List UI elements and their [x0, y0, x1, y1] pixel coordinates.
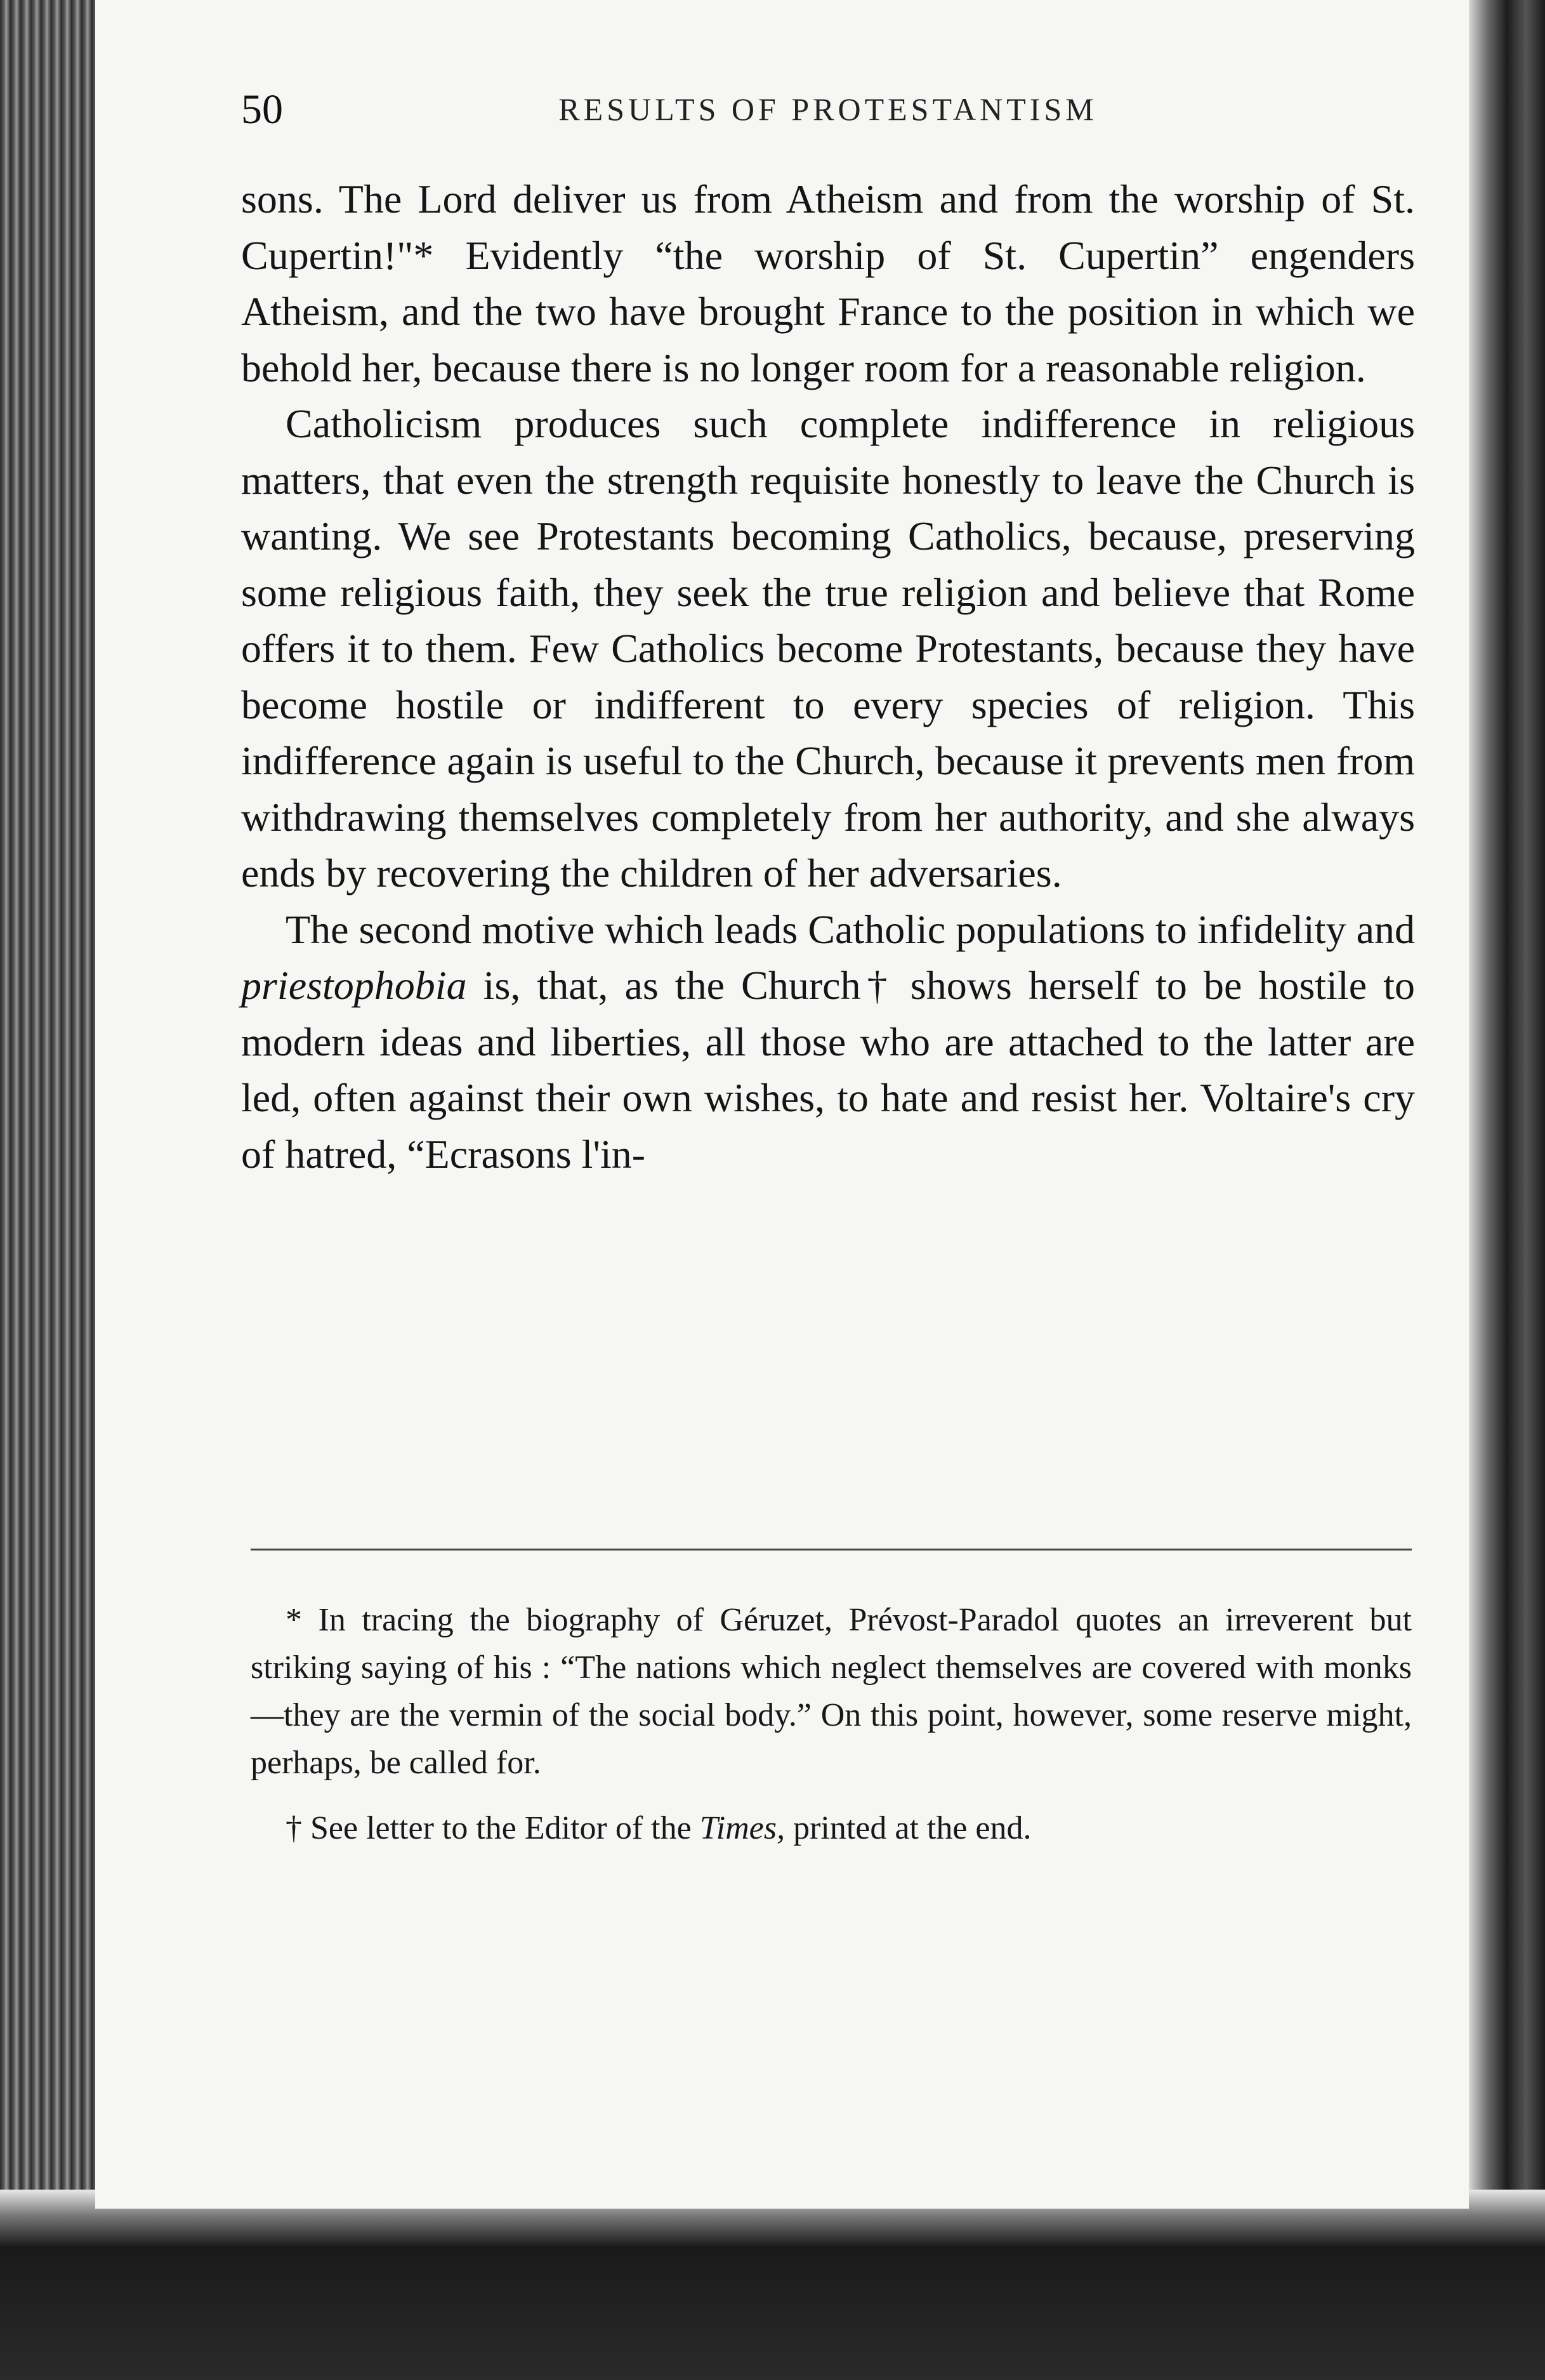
paragraph-1: sons. The Lord deliver us from Atheism and from the worship of St. Cupertin!"* Evidently “the worship of St. Cupertin” engenders Atheism, and the two have brought France to the position in which we behold her, because there is no longer room for a reasonable religion. [241, 176, 1415, 390]
book-page-edges-left [0, 0, 95, 2380]
page-number: 50 [241, 86, 283, 133]
footnote-dagger-part-a: † See letter to the Editor of the [286, 1810, 692, 1846]
body-text [241, 171, 1415, 1182]
paragraph-3-part-a: The second motive which leads Catholic populations to infidelity and [286, 906, 1415, 952]
footnote-asterisk: * In tracing the biography of Géruzet, Prévost-Paradol quotes an irreverent but striking saying of his : “The nations which neglect themselves are covered with monks—they are the vermin of the social body.” On this point, however, some reserve might, perhaps, be called for. [251, 1602, 1412, 1781]
footnotes [251, 1596, 1412, 1852]
paragraph-3-italic: priestophobia [241, 963, 467, 1008]
book-page-edges-right [1469, 0, 1545, 2380]
footnote-dagger-part-b: printed at the end. [793, 1810, 1032, 1846]
paragraph-3 [241, 902, 1415, 1183]
footnote-divider [251, 1549, 1412, 1550]
footnote-dagger-italic: Times, [699, 1810, 786, 1846]
page-header [241, 86, 1415, 143]
paragraph-3-part-b: is, that, as the Church† shows herself to be hostile to modern ideas and liberties, all those who are attached to the latter are led, often against their own wishes, to hate and resist her. Voltaire's cry of hatred, “Ecrasons l'in- [241, 963, 1416, 1177]
paragraph-2: Catholicism produces such complete indifference in religious matters, that even the strength requisite honestly to leave the Church is wanting. We see Protestants becoming Catholics, because, preserving some religious faith, they seek the true religion and believe that Rome offers it to them. Few Catholics become Protestants, because they have become hostile or indifferent to every species of religion. This indifference again is useful to the Church, because it prevents men from withdrawing themselves completely from her authority, and she always ends by recovering the children of her adversaries. [241, 401, 1415, 896]
footnote-dagger [251, 1804, 1412, 1852]
running-title: RESULTS OF PROTESTANTISM [558, 91, 1098, 127]
book-page-edges-bottom [0, 2190, 1545, 2380]
